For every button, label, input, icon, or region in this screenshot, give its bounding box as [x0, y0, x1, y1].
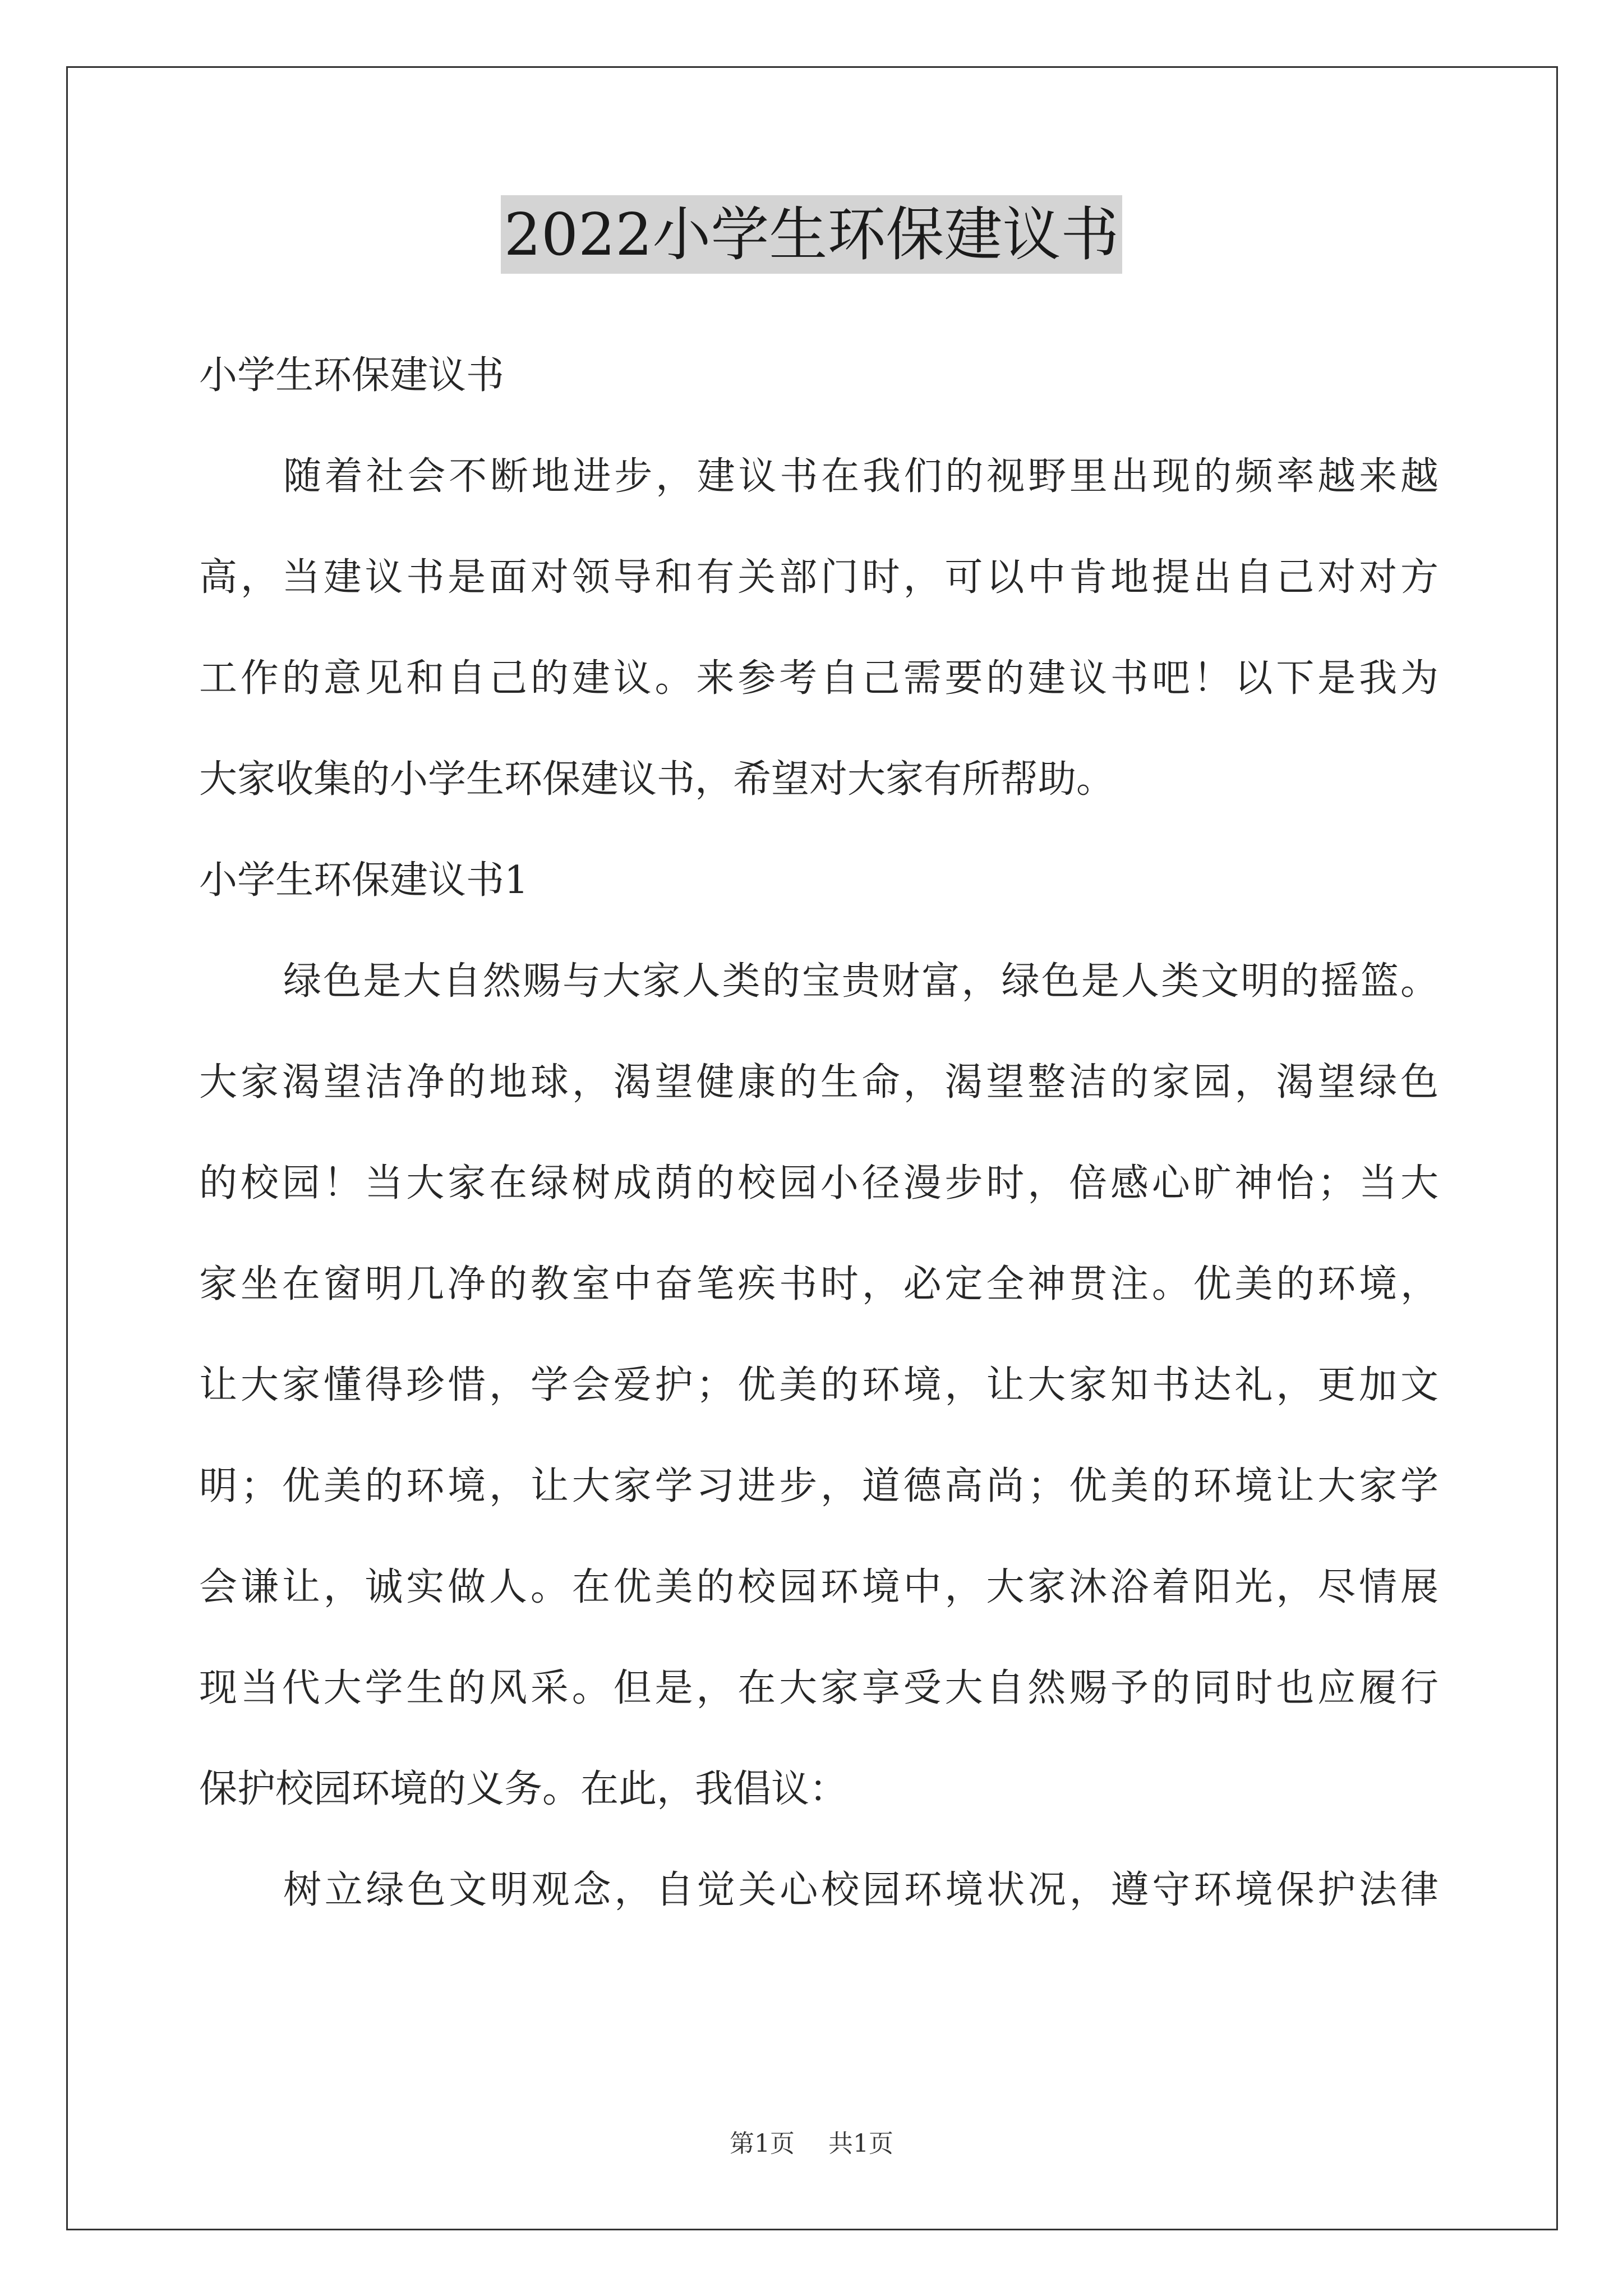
section-line-2: 大家渴望洁净的地球，渴望健康的生命，渴望整洁的家园，渴望绿色 [199, 1060, 1438, 1105]
page-footer [0, 2127, 1623, 2161]
intro-line-2: 高，当建议书是面对领导和有关部门时，可以中肯地提出自己对对方 [199, 555, 1438, 600]
title-container [0, 195, 1623, 274]
section-line-9: 保护校园环境的义务。在此，我倡议： [199, 1767, 848, 1811]
page-number: 第1页 [730, 2129, 795, 2158]
section-line-1: 绿色是大自然赐与大家人类的宝贵财富，绿色是人类文明的摇篮。 [283, 959, 1438, 1004]
intro-line-4: 大家收集的小学生环保建议书，希望对大家有所帮助。 [199, 757, 1115, 802]
section-line-7: 会谦让，诚实做人。在优美的校园环境中，大家沐浴着阳光，尽情展 [199, 1565, 1438, 1609]
total-pages: 共1页 [828, 2129, 893, 2158]
section-line-5: 让大家懂得珍惜，学会爱护；优美的环境，让大家知书达礼，更加文 [199, 1363, 1438, 1407]
subtitle: 小学生环保建议书 [199, 353, 505, 398]
section-heading: 小学生环保建议书1 [199, 858, 529, 903]
section-line-10: 树立绿色文明观念，自觉关心校园环境状况，遵守环境保护法律 [283, 1868, 1438, 1912]
document-title: 2022小学生环保建议书 [501, 195, 1123, 274]
section-line-8: 现当代大学生的风采。但是，在大家享受大自然赐予的同时也应履行 [199, 1666, 1438, 1710]
section-line-6: 明；优美的环境，让大家学习进步，道德高尚；优美的环境让大家学 [199, 1464, 1438, 1508]
section-line-3: 的校园！当大家在绿树成荫的校园小径漫步时，倍感心旷神怡；当大 [199, 1161, 1438, 1205]
intro-line-1: 随着社会不断地进步，建议书在我们的视野里出现的频率越来越 [283, 454, 1438, 499]
section-line-4: 家坐在窗明几净的教室中奋笔疾书时，必定全神贯注。优美的环境， [199, 1262, 1438, 1306]
intro-line-3: 工作的意见和自己的建议。来参考自己需要的建议书吧！以下是我为 [199, 656, 1438, 701]
